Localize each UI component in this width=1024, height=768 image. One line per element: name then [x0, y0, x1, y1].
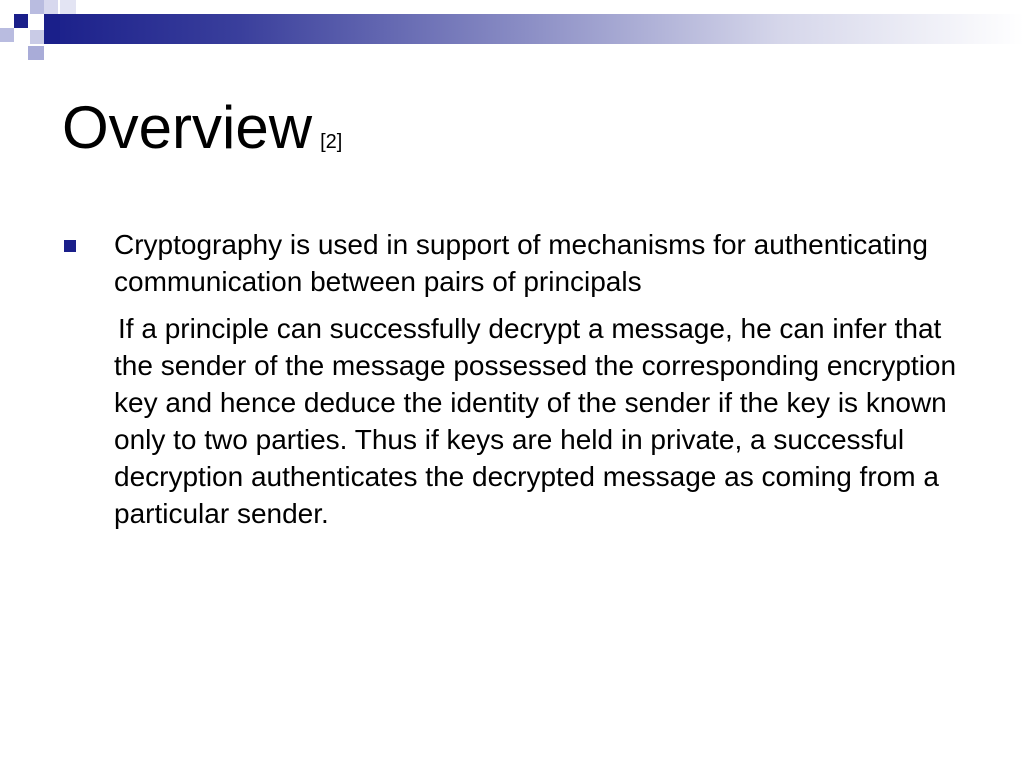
slide-body — [62, 226, 972, 532]
decor-square — [30, 30, 44, 44]
bullet-item — [62, 226, 972, 532]
decor-square — [0, 28, 14, 42]
sub-paragraph: If a principle can successfully decrypt a message, he can infer that the sender of the message possessed the corresponding encryption key and hence deduce the identity of the sender if the key is known only to two parties. Thus if keys are held in private, a successful decryption authenticates the decrypted message as coming from a particular sender. — [114, 313, 957, 529]
header-gradient-bar — [44, 14, 1024, 44]
decor-square — [30, 0, 44, 14]
decor-square — [14, 14, 28, 28]
square-bullet-icon — [64, 240, 76, 252]
decor-square — [44, 14, 60, 44]
title-reference: [2] — [320, 131, 343, 153]
decor-square — [60, 0, 76, 14]
bullet-text: Cryptography is used in support of mechanisms for authenticating communication between pairs of principals — [114, 229, 928, 297]
slide-title — [62, 92, 342, 178]
decor-square — [44, 0, 58, 14]
slide-title-text: Overview — [62, 94, 313, 161]
decor-square — [28, 46, 44, 60]
